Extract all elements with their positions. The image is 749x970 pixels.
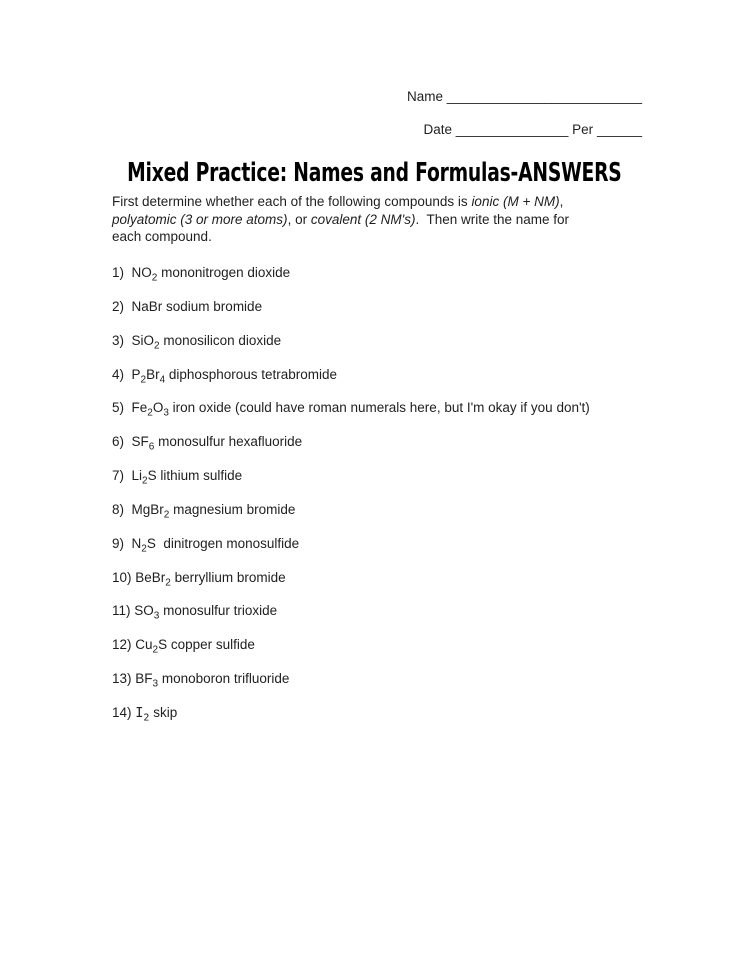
compound-name: monosulfur hexafluoride [154,434,303,450]
formula-subscript: 3 [163,408,169,420]
list-item [112,671,712,705]
date-per-field-row [424,122,642,138]
instructions-run: First determine whether each of the following compounds is [112,194,472,209]
compound-name: skip [149,704,178,720]
compound-name: monosulfur trioxide [159,603,278,619]
formula-subscript: 2 [152,644,159,656]
compound-formula: $I_2$ [135,704,150,724]
item-number: 5) [112,400,132,416]
compound-name: mononitrogen dioxide [157,265,291,280]
list-item [112,434,712,468]
item-number: 9) [112,535,132,551]
compound-name: berryllium bromide [170,569,286,585]
formula-subscript: 6 [148,441,155,453]
name-blank-line: __________________________ [443,89,642,104]
compound-formula: $N_2S$ [131,535,156,555]
page-title-text: Mixed Practice: Names and Formulas-ANSWERS [127,158,622,188]
formula-subscript: 3 [153,611,160,623]
formula-subscript: 2 [141,543,147,555]
item-number: 1) [112,265,132,280]
name-field-row [407,89,642,105]
instructions-run: , [559,194,564,209]
item-number: 14) [112,704,136,720]
list-item [112,502,712,536]
compound-name: lithium sulfide [156,468,243,484]
formula-subscript: 2 [147,408,153,420]
item-number: 4) [112,366,132,382]
compound-name: iron oxide (could have roman numerals here, but I'm okay if you don't) [168,400,590,416]
instructions-run: . Then write the name for [415,211,570,227]
compound-formula: $SO_3$ [134,603,160,623]
compound-formula: BeBr$_2$ [135,569,171,589]
instructions-paragraph [112,193,652,246]
formula-subscript: 2 [151,272,158,284]
instructions-run: ionic (M + NM) [471,194,560,209]
compound-name: monosilicon dioxide [159,332,282,348]
formula-subscript: 2 [142,475,148,487]
compound-formula: $BF_3$ [135,671,159,690]
compound-formula: $Fe_2O_3$ [131,400,169,420]
item-number: 10) [112,569,136,585]
instructions-run: polyatomic (3 or more atoms) [112,211,288,227]
compound-name: copper sulfide [167,637,255,653]
compound-formula: $Cu_2S$ [135,637,168,656]
per-blank-line: ______ [593,122,642,137]
item-number: 8) [112,501,132,517]
compound-formula: $SF_6$ [131,434,155,453]
list-item [112,603,712,637]
item-number: 12) [112,637,136,653]
date-label: Date [423,122,453,137]
page-title [0,158,749,188]
list-item [112,265,712,299]
list-item [112,333,712,367]
formula-subscript: 2 [140,374,147,386]
formula-subscript: 4 [159,374,166,386]
list-item [112,705,712,739]
compound-list [112,265,712,739]
compound-name: monoboron trifluoride [158,671,290,687]
item-number: 13) [112,671,136,687]
list-item [112,468,712,502]
list-item [112,570,712,604]
item-number: 7) [112,468,132,484]
compound-formula: MgBr$_2$ [131,501,170,521]
item-number: 3) [112,332,132,348]
instructions-run: each compound. [112,229,212,245]
formula-subscript: 2 [163,509,170,521]
compound-name: dinitrogen monosulfide [155,535,300,551]
per-label: Per [572,122,594,137]
item-number: 2) [112,298,132,314]
list-item [112,536,712,570]
instructions-run: , or [287,211,311,227]
list-item [112,299,712,333]
list-item [112,400,712,434]
formula-subscript: 2 [143,712,150,724]
compound-formula: NaBr [131,298,163,314]
list-item [112,367,712,401]
item-number: 6) [112,434,132,450]
instructions-run: covalent (2 NM's) [310,211,416,227]
compound-name: magnesium bromide [169,501,296,517]
name-label: Name [407,89,444,104]
formula-subscript: 2 [154,340,160,352]
formula-subscript: 2 [165,577,171,589]
formula-subscript: 3 [152,678,159,690]
compound-name: diphosphorous tetrabromide [165,366,338,382]
compound-formula: $Li_2S$ [131,468,157,487]
date-blank-line: _______________ [452,122,573,137]
item-number: 11) [112,603,135,619]
compound-formula: SiO$_2$ [131,332,160,352]
compound-formula: $NO_2$ [131,265,158,284]
list-item [112,637,712,671]
compound-name: sodium bromide [162,298,263,314]
compound-formula: $P_2Br_4$ [131,366,166,386]
